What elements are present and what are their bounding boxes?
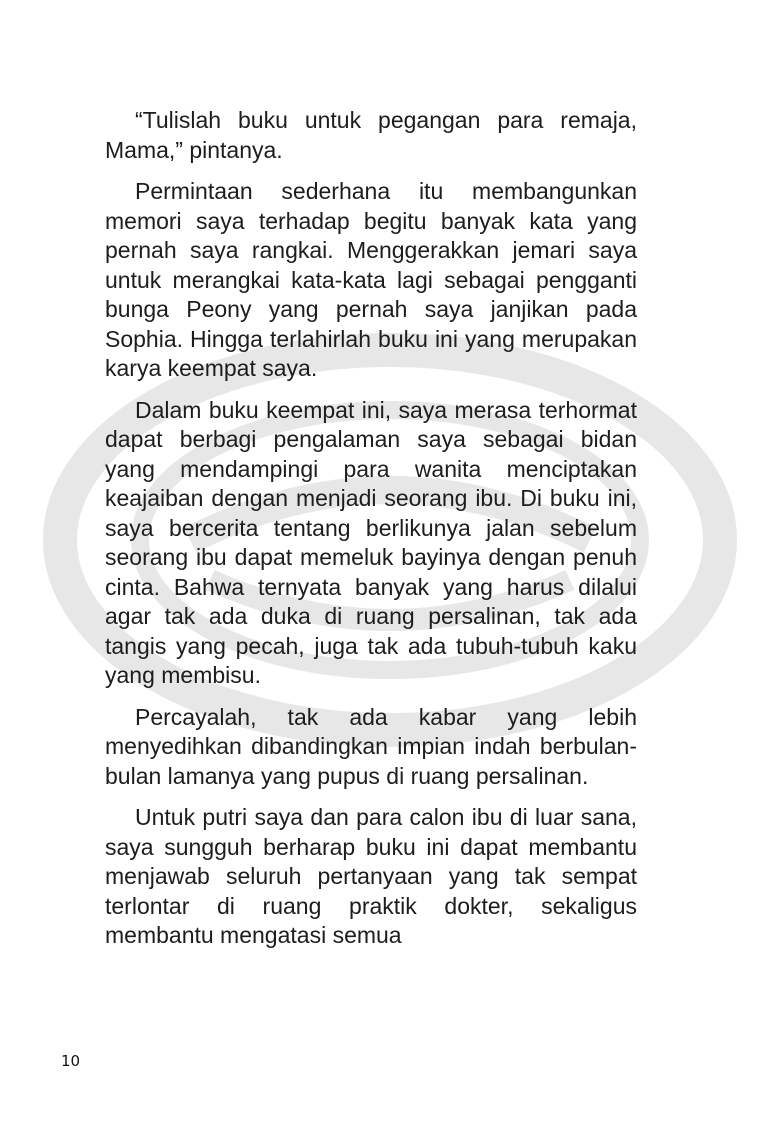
body-text	[105, 106, 637, 963]
paragraph-5: Untuk putri saya dan para calon ibu di luar sana, saya sungguh berharap buku ini dapat membantu menjawab seluruh pertanyaan yang tak sempat terlontar di ruang praktik dokter, sekaligus membantu mengatasi semua	[105, 804, 637, 948]
paragraph-1: “Tulislah buku untuk pegangan para remaja, Mama,” pintanya.	[105, 107, 637, 163]
paragraph-4: Percayalah, tak ada kabar yang lebih menyedihkan dibandingkan impian indah berbulan-bulan lamanya yang pupus di ruang persalinan.	[105, 703, 637, 789]
paragraph-2: Permintaan sederhana itu membangunkan memori saya terhadap begitu banyak kata yang pernah saya rangkai. Menggerakkan jemari saya untuk merangkai kata-kata lagi sebagai pengganti bunga Peony yang pernah saya janjikan pada Sophia. Hingga terlahirlah buku ini yang merupakan karya keempat saya.	[105, 178, 637, 381]
page-number: 10	[61, 1052, 81, 1070]
paragraph-3: Dalam buku keempat ini, saya merasa terhormat dapat berbagi pengalaman saya sebagai bidan yang mendampingi para wanita menciptakan keajaiban dengan menjadi seorang ibu. Di buku ini, saya bercerita tentang berlikunya jalan sebelum seorang ibu dapat memeluk bayinya dengan penuh cinta. Bahwa ternyata banyak yang harus dilalui agar tak ada duka di ruang persalinan, tak ada tangis yang pecah, juga tak ada tubuh-tubuh kaku yang membisu.	[105, 396, 637, 688]
